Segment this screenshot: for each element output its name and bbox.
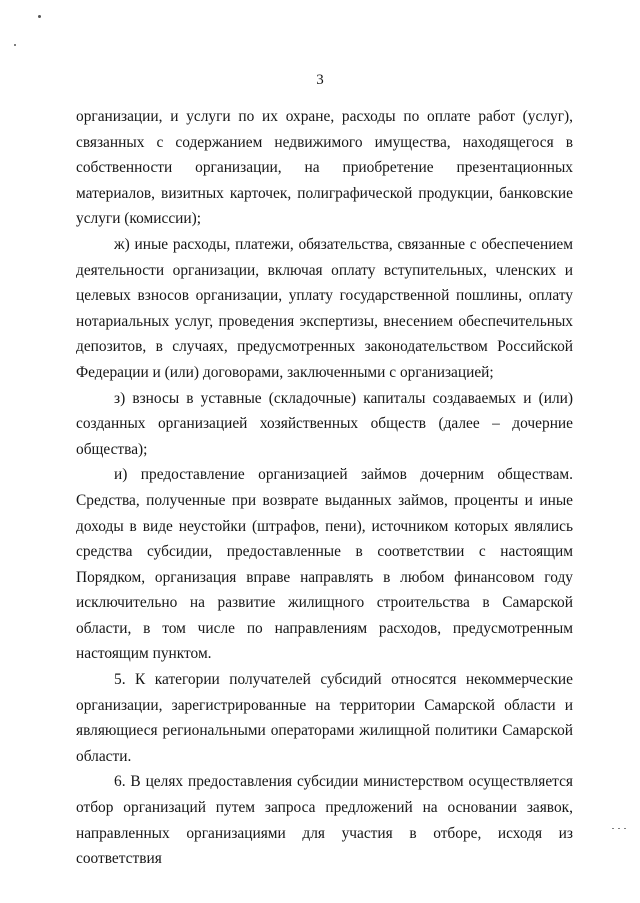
scan-speck xyxy=(38,15,41,18)
paragraph-item-z: з) взносы в уставные (складочные) капиталы создаваемых и (или) созданных организацией хозяйственных обществ (далее – дочерние общества); xyxy=(76,389,573,458)
paragraph-continuation: организации, и услуги по их охране, расходы по оплате работ (услуг), связанных с содержанием недвижимого имущества, находящегося в собственности организации, на приобретение презентационных материалов, визитных карточек, полиграфической продукции, банковские услуги (комиссии); xyxy=(76,108,573,228)
paragraph-clause-5: 5. К категории получателей субсидий относятся некоммерческие организации, зарегистрированные на территории Самарской области и являющиеся региональными операторами жилищной политики Самарской области. xyxy=(76,671,573,765)
scan-speck xyxy=(612,828,614,829)
page-number: 3 xyxy=(316,72,324,88)
scan-speck xyxy=(624,828,626,829)
paragraph-clause-6: 6. В целях предоставления субсидии министерством осуществляется отбор организаций путем запроса предложений на основании заявок, направленных организациями для участия в отборе, исходя из соответствия xyxy=(76,773,573,868)
scan-speck xyxy=(618,828,620,829)
document-body xyxy=(76,104,573,872)
paragraph-item-i: и) предоставление организацией займов дочерним обществам. Средства, полученные при возврате выданных займов, проценты и иные доходы в виде неустойки (штрафов, пени), источником которых являлись средства субсидии, предоставленные в соответствии с настоящим Порядком, организация вправе направлять в любом финансовом году исключительно на развитие жилищного строительства в Самарской области, в том числе по направлениям расходов, предусмотренным настоящим пунктом. xyxy=(76,466,573,663)
paragraph-item-zh: ж) иные расходы, платежи, обязательства, связанные с обеспечением деятельности организации, включая оплату вступительных, членских и целевых взносов организации, уплату государственной пошлины, оплату нотариальных услуг, проведения экспертизы, внесением обеспечительных депозитов, в случаях, предусмотренных законодательством Российской Федерации и (или) договорами, заключенными с организацией; xyxy=(76,235,573,381)
scan-speck xyxy=(14,44,16,46)
